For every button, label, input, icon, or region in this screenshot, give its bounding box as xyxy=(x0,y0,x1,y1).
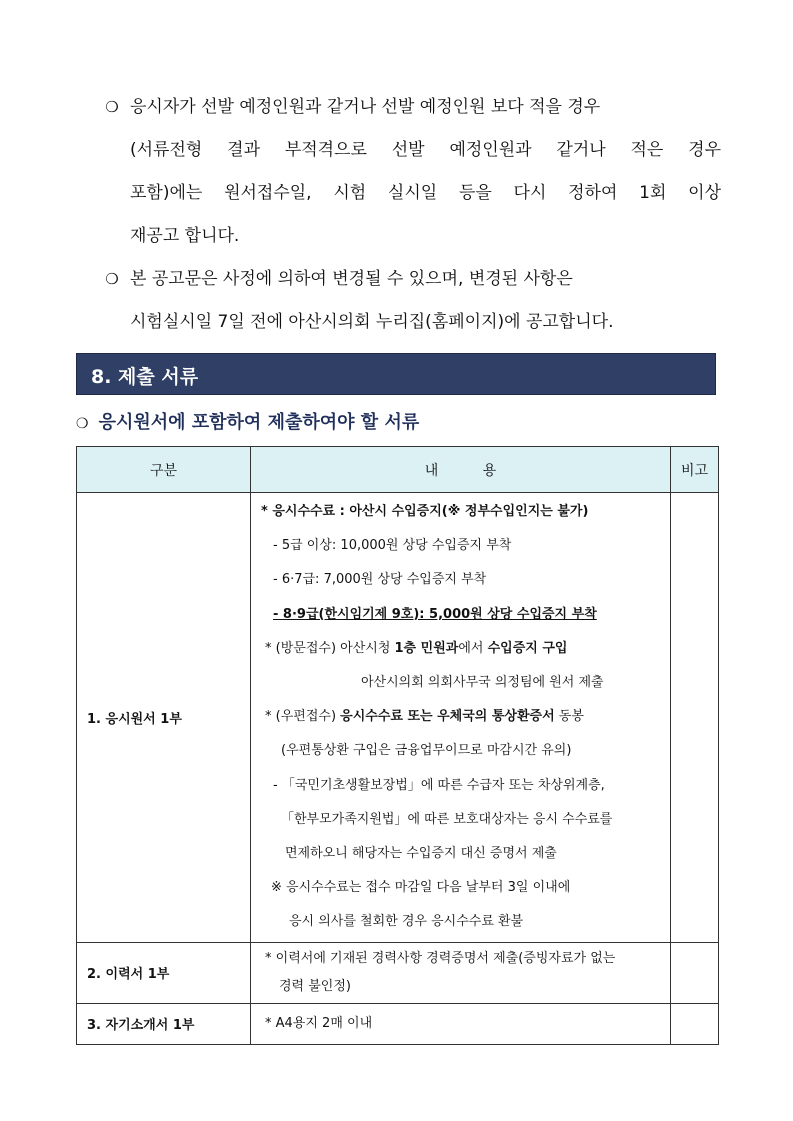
circle-bullet-icon: ❍ xyxy=(105,98,119,116)
notice-line: 본 공고문은 사정에 의하여 변경될 수 있으며, 변경된 사항은 xyxy=(130,269,573,289)
circle-bullet-icon: ❍ xyxy=(76,416,89,432)
row-content xyxy=(251,942,671,1003)
content-line: - 「국민기초생활보장법」에 따른 수급자 또는 차상위계층, xyxy=(273,777,605,793)
content-line: * A4용지 2매 이내 xyxy=(265,1015,373,1031)
notice-line: 재공고 합니다. xyxy=(130,226,240,246)
circle-bullet-icon: ❍ xyxy=(105,270,119,288)
content-line: 아산시의회 의회사무국 의정팀에 원서 제출 xyxy=(361,675,604,691)
content-line: ※ 응시수수료는 접수 마감일 다음 날부터 3일 이내에 xyxy=(271,880,571,896)
row-content xyxy=(251,493,671,943)
content-line: 면제하오니 해당자는 수입증지 대신 증명서 제출 xyxy=(285,846,557,862)
row-note xyxy=(671,1003,719,1044)
content-line: * 이력서에 기재된 경력사항 경력증명서 제출(증빙자료가 없는 xyxy=(265,950,616,966)
section-title: 8. 제출 서류 xyxy=(91,366,199,388)
content-line: - 6·7급: 7,000원 상당 수입증지 부착 xyxy=(273,572,487,588)
row-label: 2. 이력서 1부 xyxy=(77,942,251,1003)
content-line: * (우편접수) 응시수수료 또는 우체국의 통상환증서 동봉 xyxy=(265,709,584,725)
subsection-title: 응시원서에 포함하여 제출하여야 할 서류 xyxy=(98,412,420,433)
table-row xyxy=(77,1003,719,1044)
table-row xyxy=(77,942,719,1003)
row-note xyxy=(671,493,719,943)
content-line: - 8·9급(한시임기제 9호): 5,000원 상당 수입증지 부착 xyxy=(273,606,597,622)
notice-line: 시험실시일 7일 전에 아산시의회 누리집(홈페이지)에 공고합니다. xyxy=(130,312,614,332)
notice-reannouncement xyxy=(103,86,721,258)
documents-table xyxy=(76,446,719,1045)
header-note: 비고 xyxy=(671,447,719,493)
content-line: - 5급 이상: 10,000원 상당 수입증지 부착 xyxy=(273,538,512,554)
notice-line: 응시자가 선발 예정인원과 같거나 선발 예정인원 보다 적을 경우 xyxy=(130,97,601,117)
notice-line: 포함)에는 원서접수일, 시험 실시일 등을 다시 정하여 1회 이상 xyxy=(130,183,721,203)
section-header xyxy=(76,353,716,395)
content-line: * 응시수수료 : 아산시 수입증지(※ 정부수입인지는 불가) xyxy=(261,504,589,519)
table-header-row xyxy=(77,447,719,493)
content-line: 「한부모가족지원법」에 따른 보호대상자는 응시 수수료를 xyxy=(281,811,613,827)
content-line: 응시 의사를 철회한 경우 응시수수료 환불 xyxy=(289,914,524,930)
row-label: 3. 자기소개서 1부 xyxy=(77,1003,251,1044)
row-content xyxy=(251,1003,671,1044)
row-note xyxy=(671,942,719,1003)
notice-change xyxy=(103,258,721,344)
notice-line: (서류전형 결과 부적격으로 선발 예정인원과 같거나 적은 경우 xyxy=(130,140,721,160)
content-line: * (방문접수) 아산시청 1층 민원과에서 수입증지 구입 xyxy=(265,640,568,656)
header-content: 내 용 xyxy=(251,447,671,493)
content-line: 경력 불인정) xyxy=(279,978,351,994)
content-line: (우편통상환 구입은 금융업무이므로 마감시간 유의) xyxy=(281,743,572,759)
row-label: 1. 응시원서 1부 xyxy=(77,493,251,943)
table-row xyxy=(77,493,719,943)
header-category: 구분 xyxy=(77,447,251,493)
subsection-heading xyxy=(76,408,419,434)
